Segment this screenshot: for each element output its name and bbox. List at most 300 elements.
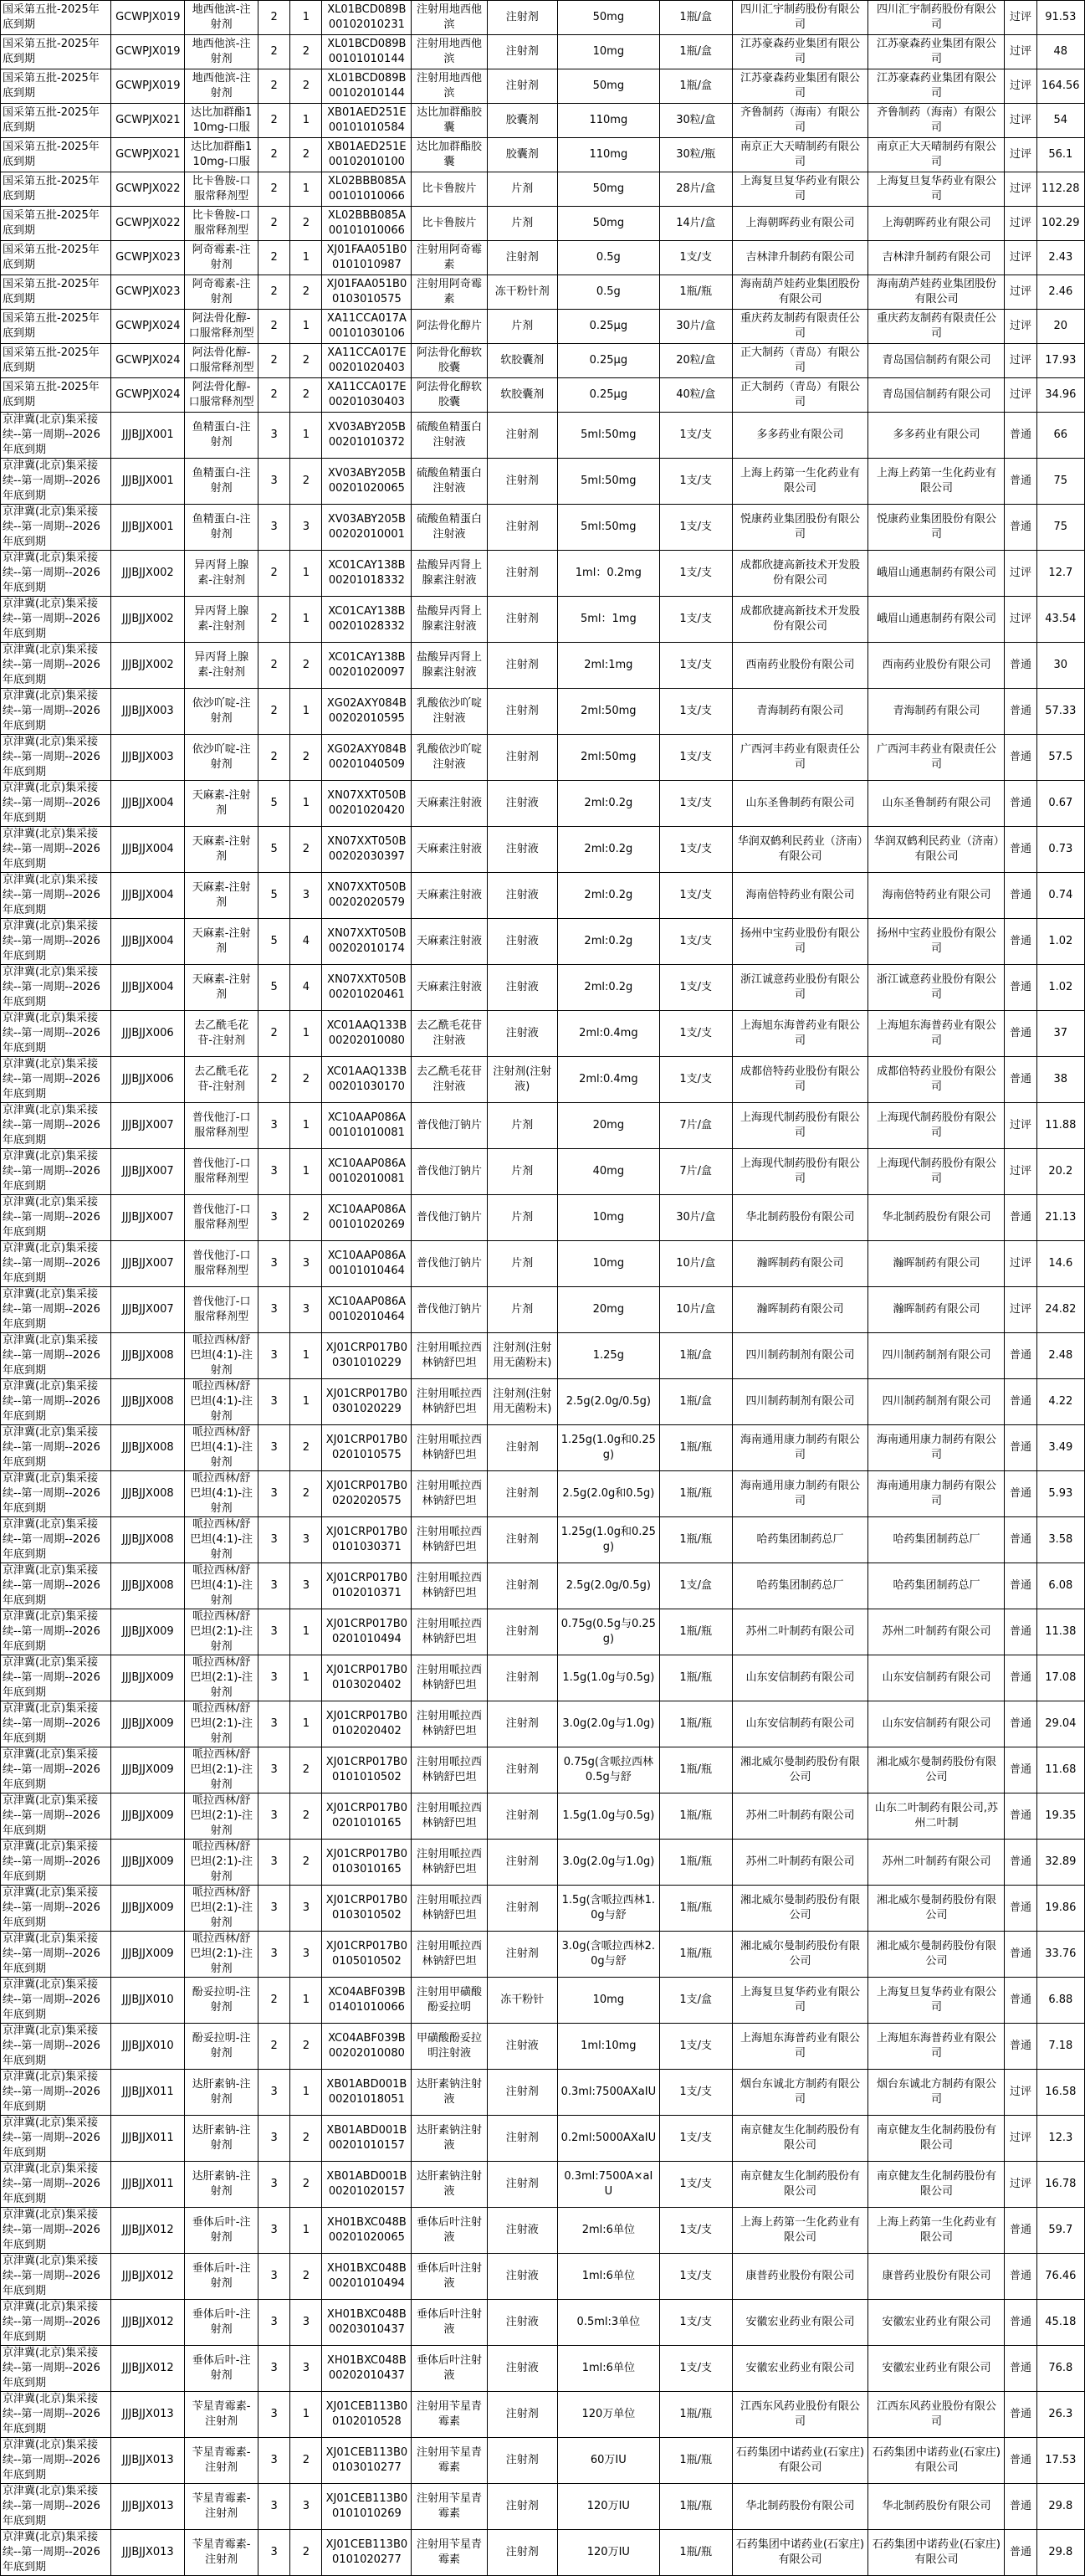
batch-cell: 国采第五批-2025年底到期 xyxy=(1,1,111,35)
package-cell: 1瓶/瓶 xyxy=(659,1747,732,1793)
table-row xyxy=(1,781,1085,827)
dosage-form-cell: 注射剂 xyxy=(487,1517,557,1563)
price-cell: 17.93 xyxy=(1036,344,1084,378)
drug-name-cell: 普伐他汀钠片 xyxy=(412,1195,487,1241)
drug-name-cell: 普伐他汀钠片 xyxy=(412,1287,487,1333)
applicant-cell: 华北制药股份有限公司 xyxy=(732,2484,868,2530)
winner-count-cell: 3 xyxy=(258,1333,290,1379)
applicant-cell: 海南倍特药业有限公司 xyxy=(732,873,868,919)
winner-count-cell: 3 xyxy=(258,1563,290,1609)
drug-name-cell: 注射用哌拉西林钠舒巴坦 xyxy=(412,1932,487,1978)
drug-name-cell: 注射用苄星青霉素 xyxy=(412,2392,487,2438)
price-cell: 16.78 xyxy=(1036,2162,1084,2208)
rank-cell: 2 xyxy=(290,2024,322,2070)
rank-cell: 1 xyxy=(290,1011,322,1057)
winner-count-cell: 3 xyxy=(258,1701,290,1747)
group-code-cell: JJJBJJX012 xyxy=(111,2346,185,2392)
package-cell: 1支/盒 xyxy=(659,1978,732,2024)
spec-cell: 2.5g(2.0g/0.5g) xyxy=(557,1563,659,1609)
dosage-form-cell: 片剂 xyxy=(487,1241,557,1287)
winner-count-cell: 3 xyxy=(258,1517,290,1563)
drug-code-cell: XL02BBB085A00101010066 xyxy=(322,172,412,207)
winner-count-cell: 2 xyxy=(258,1,290,35)
product-group-cell: 比卡鲁胺-口服常释剂型 xyxy=(185,207,258,241)
product-group-cell: 酚妥拉明-注射剂 xyxy=(185,2024,258,2070)
batch-cell: 国采第五批-2025年底到期 xyxy=(1,344,111,378)
price-cell: 26.3 xyxy=(1036,2392,1084,2438)
rank-cell: 2 xyxy=(290,1195,322,1241)
drug-code-cell: XJ01CRP017B00301020229 xyxy=(322,1379,412,1425)
group-code-cell: JJJBJJX013 xyxy=(111,2392,185,2438)
dosage-form-cell: 注射剂 xyxy=(487,1793,557,1840)
group-code-cell: JJJBJJX009 xyxy=(111,1793,185,1840)
dosage-form-cell: 注射液 xyxy=(487,2254,557,2300)
drug-code-cell: XJ01CRP017B00101030371 xyxy=(322,1517,412,1563)
spec-cell: 0.3ml:7500A×aIU xyxy=(557,2162,659,2208)
drug-code-cell: XJ01CRP017B00201010494 xyxy=(322,1609,412,1655)
spec-cell: 5ml:50mg xyxy=(557,505,659,551)
quality-tier-cell: 普通 xyxy=(1005,2024,1036,2070)
product-group-cell: 达比加群酯110mg-口服 xyxy=(185,104,258,138)
package-cell: 1瓶/瓶 xyxy=(659,1655,732,1701)
package-cell: 1支/支 xyxy=(659,413,732,459)
package-cell: 1支/支 xyxy=(659,551,732,597)
product-group-cell: 哌拉西林/舒巴坦(2:1)-注射剂 xyxy=(185,1655,258,1701)
dosage-form-cell: 注射剂 xyxy=(487,35,557,69)
rank-cell: 2 xyxy=(290,2116,322,2162)
manufacturer-cell: 上海现代制药股份有限公司 xyxy=(868,1149,1005,1195)
quality-tier-cell: 普通 xyxy=(1005,2438,1036,2484)
dosage-form-cell: 冻干粉针剂 xyxy=(487,275,557,310)
drug-name-cell: 注射用阿奇霉素 xyxy=(412,275,487,310)
drug-code-cell: XN07XXT050B00201020461 xyxy=(322,965,412,1011)
dosage-form-cell: 注射剂 xyxy=(487,735,557,781)
price-cell: 11.68 xyxy=(1036,1747,1084,1793)
drug-code-cell: XJ01CEB113B00101010269 xyxy=(322,2484,412,2530)
price-cell: 32.89 xyxy=(1036,1840,1084,1886)
manufacturer-cell: 江西东风药业股份有限公司 xyxy=(868,2392,1005,2438)
price-cell: 2.48 xyxy=(1036,1333,1084,1379)
table-row xyxy=(1,1932,1085,1978)
batch-cell: 京津冀(北京)集采接续--第一周期--2026年底到期 xyxy=(1,1793,111,1840)
price-cell: 4.22 xyxy=(1036,1379,1084,1425)
drug-code-cell: XC10AAP086A00102010464 xyxy=(322,1287,412,1333)
quality-tier-cell: 普通 xyxy=(1005,1840,1036,1886)
spec-cell: 120万IU xyxy=(557,2530,659,2576)
batch-cell: 京津冀(北京)集采接续--第一周期--2026年底到期 xyxy=(1,1149,111,1195)
dosage-form-cell: 片剂 xyxy=(487,1287,557,1333)
drug-code-cell: XJ01CRP017B00103010502 xyxy=(322,1886,412,1932)
rank-cell: 3 xyxy=(290,2484,322,2530)
winner-count-cell: 2 xyxy=(258,551,290,597)
applicant-cell: 广西河丰药业有限责任公司 xyxy=(732,735,868,781)
applicant-cell: 浙江诚意药业股份有限公司 xyxy=(732,965,868,1011)
dosage-form-cell: 注射剂 xyxy=(487,1,557,35)
spec-cell: 5ml:50mg xyxy=(557,413,659,459)
drug-code-cell: XJ01CRP017B00102020402 xyxy=(322,1701,412,1747)
table-row xyxy=(1,1425,1085,1471)
group-code-cell: JJJBJJX002 xyxy=(111,551,185,597)
rank-cell: 2 xyxy=(290,138,322,172)
quality-tier-cell: 过评 xyxy=(1005,2162,1036,2208)
group-code-cell: JJJBJJX009 xyxy=(111,1840,185,1886)
group-code-cell: JJJBJJX002 xyxy=(111,597,185,643)
winner-count-cell: 2 xyxy=(258,104,290,138)
manufacturer-cell: 哈药集团制药总厂 xyxy=(868,1563,1005,1609)
rank-cell: 2 xyxy=(290,2254,322,2300)
batch-cell: 国采第五批-2025年底到期 xyxy=(1,378,111,413)
drug-code-cell: XV03ABY205B00201010372 xyxy=(322,413,412,459)
rank-cell: 1 xyxy=(290,1379,322,1425)
applicant-cell: 四川汇宇制药股份有限公司 xyxy=(732,1,868,35)
winner-count-cell: 2 xyxy=(258,1011,290,1057)
dosage-form-cell: 注射剂 xyxy=(487,2392,557,2438)
quality-tier-cell: 普通 xyxy=(1005,735,1036,781)
package-cell: 1瓶/瓶 xyxy=(659,2530,732,2576)
winner-count-cell: 3 xyxy=(258,2346,290,2392)
winner-count-cell: 3 xyxy=(258,1793,290,1840)
drug-name-cell: 乳酸依沙吖啶注射液 xyxy=(412,735,487,781)
dosage-form-cell: 注射剂 xyxy=(487,1609,557,1655)
group-code-cell: JJJBJJX008 xyxy=(111,1517,185,1563)
applicant-cell: 成都倍特药业股份有限公司 xyxy=(732,1057,868,1103)
product-group-cell: 普伐他汀-口服常释剂型 xyxy=(185,1241,258,1287)
drug-name-cell: 垂体后叶注射液 xyxy=(412,2208,487,2254)
package-cell: 20粒/盒 xyxy=(659,344,732,378)
winner-count-cell: 3 xyxy=(258,1609,290,1655)
applicant-cell: 海南通用康力制药有限公司 xyxy=(732,1471,868,1517)
manufacturer-cell: 华北制药股份有限公司 xyxy=(868,2484,1005,2530)
rank-cell: 2 xyxy=(290,643,322,689)
package-cell: 1瓶/瓶 xyxy=(659,1701,732,1747)
rank-cell: 1 xyxy=(290,597,322,643)
price-cell: 43.54 xyxy=(1036,597,1084,643)
quality-tier-cell: 普通 xyxy=(1005,781,1036,827)
dosage-form-cell: 片剂 xyxy=(487,1103,557,1149)
package-cell: 1瓶/瓶 xyxy=(659,1932,732,1978)
price-cell: 56.1 xyxy=(1036,138,1084,172)
group-code-cell: JJJBJJX012 xyxy=(111,2300,185,2346)
batch-cell: 国采第五批-2025年底到期 xyxy=(1,172,111,207)
dosage-form-cell: 注射液 xyxy=(487,2208,557,2254)
rank-cell: 2 xyxy=(290,1747,322,1793)
quality-tier-cell: 过评 xyxy=(1005,1,1036,35)
manufacturer-cell: 四川制药制剂有限公司 xyxy=(868,1333,1005,1379)
winner-count-cell: 2 xyxy=(258,275,290,310)
table-row xyxy=(1,1840,1085,1886)
product-group-cell: 达肝素钠-注射剂 xyxy=(185,2070,258,2116)
spec-cell: 50mg xyxy=(557,207,659,241)
quality-tier-cell: 过评 xyxy=(1005,207,1036,241)
batch-cell: 国采第五批-2025年底到期 xyxy=(1,69,111,104)
winner-count-cell: 3 xyxy=(258,1149,290,1195)
drug-name-cell: 注射用苄星青霉素 xyxy=(412,2484,487,2530)
batch-cell: 京津冀(北京)集采接续--第一周期--2026年底到期 xyxy=(1,1609,111,1655)
dosage-form-cell: 片剂 xyxy=(487,172,557,207)
table-row xyxy=(1,965,1085,1011)
rank-cell: 2 xyxy=(290,1425,322,1471)
applicant-cell: 山东安信制药有限公司 xyxy=(732,1701,868,1747)
dosage-form-cell: 注射剂 xyxy=(487,413,557,459)
table-row xyxy=(1,1011,1085,1057)
group-code-cell: JJJBJJX010 xyxy=(111,1978,185,2024)
product-group-cell: 哌拉西林/舒巴坦(2:1)-注射剂 xyxy=(185,1747,258,1793)
dosage-form-cell: 注射剂 xyxy=(487,1425,557,1471)
product-group-cell: 哌拉西林/舒巴坦(4:1)-注射剂 xyxy=(185,1517,258,1563)
winner-count-cell: 3 xyxy=(258,2392,290,2438)
manufacturer-cell: 四川制药制剂有限公司 xyxy=(868,1379,1005,1425)
group-code-cell: JJJBJJX001 xyxy=(111,459,185,505)
dosage-form-cell: 注射剂 xyxy=(487,1747,557,1793)
drug-code-cell: XC10AAP086A00101020269 xyxy=(322,1195,412,1241)
group-code-cell: JJJBJJX009 xyxy=(111,1655,185,1701)
manufacturer-cell: 重庆药友制药有限责任公司 xyxy=(868,310,1005,344)
spec-cell: 40mg xyxy=(557,1149,659,1195)
group-code-cell: GCWPJX019 xyxy=(111,1,185,35)
drug-code-cell: XH01BXC048B00201010494 xyxy=(322,2254,412,2300)
table-row xyxy=(1,1471,1085,1517)
drug-code-cell: XC10AAP086A00101010081 xyxy=(322,1103,412,1149)
price-cell: 2.43 xyxy=(1036,241,1084,275)
product-group-cell: 垂体后叶-注射剂 xyxy=(185,2208,258,2254)
spec-cell: 120万单位 xyxy=(557,2392,659,2438)
group-code-cell: JJJBJJX006 xyxy=(111,1057,185,1103)
drug-code-cell: XL01BCD089B00102010144 xyxy=(322,69,412,104)
price-cell: 24.82 xyxy=(1036,1287,1084,1333)
manufacturer-cell: 江苏豪森药业集团有限公司 xyxy=(868,69,1005,104)
winner-count-cell: 3 xyxy=(258,2484,290,2530)
quality-tier-cell: 普通 xyxy=(1005,1379,1036,1425)
manufacturer-cell: 山东安信制药有限公司 xyxy=(868,1701,1005,1747)
group-code-cell: GCWPJX023 xyxy=(111,275,185,310)
quality-tier-cell: 普通 xyxy=(1005,2300,1036,2346)
product-group-cell: 地西他滨-注射剂 xyxy=(185,35,258,69)
applicant-cell: 烟台东诚北方制药有限公司 xyxy=(732,2070,868,2116)
winner-count-cell: 3 xyxy=(258,1195,290,1241)
drug-code-cell: XC01CAY138B00201018332 xyxy=(322,551,412,597)
package-cell: 1支/支 xyxy=(659,241,732,275)
spec-cell: 0.5g xyxy=(557,275,659,310)
package-cell: 1支/支 xyxy=(659,1011,732,1057)
spec-cell: 0.75g(0.5g与0.25g) xyxy=(557,1609,659,1655)
spec-cell: 10mg xyxy=(557,1978,659,2024)
dosage-form-cell: 注射液 xyxy=(487,1011,557,1057)
dosage-form-cell: 注射剂 xyxy=(487,1701,557,1747)
applicant-cell: 成都欣捷高新技术开发股份有限公司 xyxy=(732,597,868,643)
group-code-cell: JJJBJJX009 xyxy=(111,1609,185,1655)
dosage-form-cell: 注射剂 xyxy=(487,2162,557,2208)
dosage-form-cell: 注射剂 xyxy=(487,2530,557,2576)
drug-code-cell: XB01AED251E00102010100 xyxy=(322,138,412,172)
package-cell: 1支/支 xyxy=(659,459,732,505)
price-cell: 66 xyxy=(1036,413,1084,459)
product-group-cell: 去乙酰毛花苷-注射剂 xyxy=(185,1011,258,1057)
batch-cell: 国采第五批-2025年底到期 xyxy=(1,275,111,310)
product-group-cell: 异丙肾上腺素-注射剂 xyxy=(185,643,258,689)
package-cell: 1支/支 xyxy=(659,597,732,643)
product-group-cell: 哌拉西林/舒巴坦(4:1)-注射剂 xyxy=(185,1563,258,1609)
spec-cell: 110mg xyxy=(557,138,659,172)
spec-cell: 3.0g(2.0g与1.0g) xyxy=(557,1701,659,1747)
dosage-form-cell: 注射剂 xyxy=(487,505,557,551)
table-row xyxy=(1,344,1085,378)
manufacturer-cell: 峨眉山通惠制药有限公司 xyxy=(868,597,1005,643)
price-cell: 48 xyxy=(1036,35,1084,69)
group-code-cell: JJJBJJX009 xyxy=(111,1701,185,1747)
winner-count-cell: 3 xyxy=(258,1425,290,1471)
product-group-cell: 普伐他汀-口服常释剂型 xyxy=(185,1103,258,1149)
spec-cell: 10mg xyxy=(557,35,659,69)
applicant-cell: 石药集团中诺药业(石家庄)有限公司 xyxy=(732,2438,868,2484)
manufacturer-cell: 上海复旦复华药业有限公司 xyxy=(868,172,1005,207)
package-cell: 1瓶/瓶 xyxy=(659,2484,732,2530)
rank-cell: 1 xyxy=(290,1,322,35)
drug-name-cell: 注射用哌拉西林钠舒巴坦 xyxy=(412,1471,487,1517)
table-row xyxy=(1,1379,1085,1425)
product-group-cell: 垂体后叶-注射剂 xyxy=(185,2254,258,2300)
manufacturer-cell: 悦康药业集团股份有限公司 xyxy=(868,505,1005,551)
batch-cell: 国采第五批-2025年底到期 xyxy=(1,104,111,138)
package-cell: 1支/盒 xyxy=(659,1563,732,1609)
winner-count-cell: 2 xyxy=(258,1978,290,2024)
applicant-cell: 山东安信制药有限公司 xyxy=(732,1655,868,1701)
manufacturer-cell: 南京健友生化制药股份有限公司 xyxy=(868,2162,1005,2208)
drug-name-cell: 普伐他汀钠片 xyxy=(412,1149,487,1195)
package-cell: 30粒/盒 xyxy=(659,104,732,138)
spec-cell: 20mg xyxy=(557,1103,659,1149)
spec-cell: 0.5g xyxy=(557,241,659,275)
rank-cell: 1 xyxy=(290,1333,322,1379)
rank-cell: 1 xyxy=(290,1978,322,2024)
winner-count-cell: 3 xyxy=(258,2438,290,2484)
quality-tier-cell: 过评 xyxy=(1005,1287,1036,1333)
spec-cell: 2ml:0.2g xyxy=(557,827,659,873)
applicant-cell: 南京健友生化制药股份有限公司 xyxy=(732,2162,868,2208)
drug-name-cell: 乳酸依沙吖啶注射液 xyxy=(412,689,487,735)
drug-code-cell: XN07XXT050B00202030397 xyxy=(322,827,412,873)
drug-name-cell: 注射用阿奇霉素 xyxy=(412,241,487,275)
manufacturer-cell: 南京正大天晴制药有限公司 xyxy=(868,138,1005,172)
table-row xyxy=(1,873,1085,919)
drug-name-cell: 达肝素钠注射液 xyxy=(412,2162,487,2208)
table-row xyxy=(1,310,1085,344)
price-cell: 75 xyxy=(1036,505,1084,551)
rank-cell: 3 xyxy=(290,2300,322,2346)
manufacturer-cell: 扬州中宝药业股份有限公司 xyxy=(868,919,1005,965)
rank-cell: 2 xyxy=(290,207,322,241)
drug-code-cell: XJ01CRP017B00202020575 xyxy=(322,1471,412,1517)
quality-tier-cell: 普通 xyxy=(1005,413,1036,459)
winner-count-cell: 2 xyxy=(258,378,290,413)
drug-code-cell: XL02BBB085A00101010066 xyxy=(322,207,412,241)
price-cell: 2.46 xyxy=(1036,275,1084,310)
winner-count-cell: 2 xyxy=(258,643,290,689)
quality-tier-cell: 过评 xyxy=(1005,241,1036,275)
drug-name-cell: 注射用苄星青霉素 xyxy=(412,2530,487,2576)
winner-count-cell: 3 xyxy=(258,505,290,551)
table-row xyxy=(1,2438,1085,2484)
drug-name-cell: 盐酸异丙肾上腺素注射液 xyxy=(412,597,487,643)
batch-cell: 京津冀(北京)集采接续--第一周期--2026年底到期 xyxy=(1,1747,111,1793)
table-row xyxy=(1,413,1085,459)
drug-name-cell: 天麻素注射液 xyxy=(412,965,487,1011)
manufacturer-cell: 海南葫芦娃药业集团股份有限公司 xyxy=(868,275,1005,310)
quality-tier-cell: 普通 xyxy=(1005,459,1036,505)
price-cell: 45.18 xyxy=(1036,2300,1084,2346)
table-row xyxy=(1,827,1085,873)
drug-code-cell: XN07XXT050B00202010174 xyxy=(322,919,412,965)
winner-count-cell: 2 xyxy=(258,1057,290,1103)
quality-tier-cell: 普通 xyxy=(1005,2254,1036,2300)
drug-name-cell: 注射用哌拉西林钠舒巴坦 xyxy=(412,1840,487,1886)
winner-count-cell: 5 xyxy=(258,781,290,827)
manufacturer-cell: 吉林津升制药有限公司 xyxy=(868,241,1005,275)
batch-cell: 京津冀(北京)集采接续--第一周期--2026年底到期 xyxy=(1,873,111,919)
applicant-cell: 上海现代制药股份有限公司 xyxy=(732,1103,868,1149)
quality-tier-cell: 过评 xyxy=(1005,1149,1036,1195)
winner-count-cell: 3 xyxy=(258,1287,290,1333)
group-code-cell: JJJBJJX007 xyxy=(111,1103,185,1149)
product-group-cell: 哌拉西林/舒巴坦(4:1)-注射剂 xyxy=(185,1425,258,1471)
price-cell: 59.7 xyxy=(1036,2208,1084,2254)
dosage-form-cell: 注射剂 xyxy=(487,2116,557,2162)
drug-name-cell: 注射用哌拉西林钠舒巴坦 xyxy=(412,1379,487,1425)
table-row xyxy=(1,2208,1085,2254)
batch-cell: 京津冀(北京)集采接续--第一周期--2026年底到期 xyxy=(1,1103,111,1149)
drug-name-cell: 注射用哌拉西林钠舒巴坦 xyxy=(412,1609,487,1655)
drug-code-cell: XB01ABD001B00201010157 xyxy=(322,2116,412,2162)
group-code-cell: JJJBJJX003 xyxy=(111,735,185,781)
spec-cell: 1ml：0.2mg xyxy=(557,551,659,597)
winner-count-cell: 2 xyxy=(258,735,290,781)
manufacturer-cell: 浙江诚意药业股份有限公司 xyxy=(868,965,1005,1011)
rank-cell: 2 xyxy=(290,1793,322,1840)
spec-cell: 1.5g(1.0g与0.5g) xyxy=(557,1793,659,1840)
rank-cell: 2 xyxy=(290,275,322,310)
group-code-cell: JJJBJJX008 xyxy=(111,1425,185,1471)
price-cell: 76.46 xyxy=(1036,2254,1084,2300)
drug-code-cell: XJ01FAA051B00103010575 xyxy=(322,275,412,310)
dosage-form-cell: 注射液 xyxy=(487,827,557,873)
winner-count-cell: 3 xyxy=(258,2254,290,2300)
price-cell: 11.88 xyxy=(1036,1103,1084,1149)
drug-code-cell: XG02AXY084B00201040509 xyxy=(322,735,412,781)
drug-name-cell: 达肝素钠注射液 xyxy=(412,2070,487,2116)
group-code-cell: JJJBJJX008 xyxy=(111,1471,185,1517)
product-group-cell: 阿奇霉素-注射剂 xyxy=(185,275,258,310)
batch-cell: 京津冀(北京)集采接续--第一周期--2026年底到期 xyxy=(1,1886,111,1932)
package-cell: 1瓶/瓶 xyxy=(659,1793,732,1840)
spec-cell: 2ml:1mg xyxy=(557,643,659,689)
drug-code-cell: XJ01CEB113B00103010277 xyxy=(322,2438,412,2484)
product-group-cell: 天麻素-注射剂 xyxy=(185,965,258,1011)
table-row xyxy=(1,2300,1085,2346)
quality-tier-cell: 普通 xyxy=(1005,2530,1036,2576)
spec-cell: 2.5g(2.0g和0.5g) xyxy=(557,1471,659,1517)
quality-tier-cell: 普通 xyxy=(1005,1011,1036,1057)
applicant-cell: 华北制药股份有限公司 xyxy=(732,1195,868,1241)
package-cell: 1支/支 xyxy=(659,735,732,781)
table-row xyxy=(1,2116,1085,2162)
rank-cell: 2 xyxy=(290,378,322,413)
spec-cell: 3.0g(含哌拉西林2.0g与舒 xyxy=(557,1932,659,1978)
quality-tier-cell: 过评 xyxy=(1005,597,1036,643)
rank-cell: 3 xyxy=(290,1563,322,1609)
group-code-cell: GCWPJX024 xyxy=(111,310,185,344)
batch-cell: 京津冀(北京)集采接续--第一周期--2026年底到期 xyxy=(1,2070,111,2116)
product-group-cell: 苄星青霉素-注射剂 xyxy=(185,2438,258,2484)
drug-name-cell: 注射用地西他滨 xyxy=(412,69,487,104)
